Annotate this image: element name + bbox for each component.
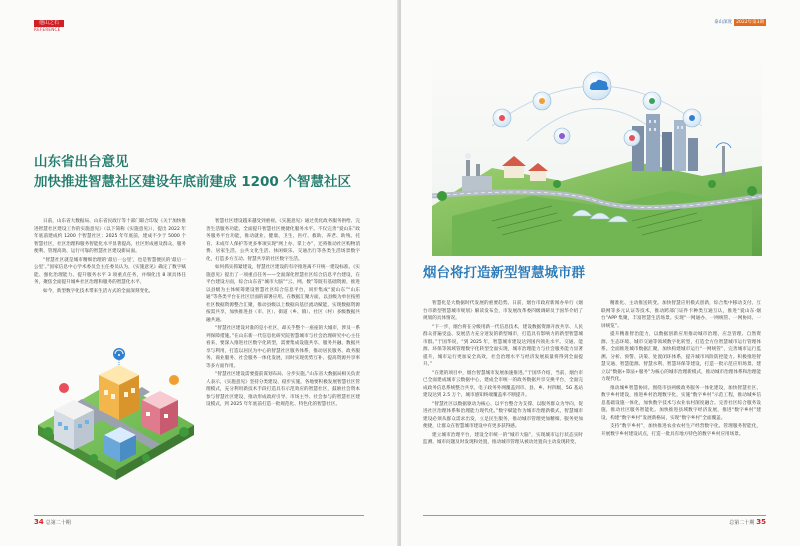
right-column-1 (423, 300, 583, 508)
left-headline (34, 152, 384, 193)
paragraph: 如今，新型数字化技术带来生活方式的全面深刻变化。 (43, 288, 154, 294)
page-number: 34 (34, 518, 44, 526)
paragraph: “智慧社区建设对准的是小社区，却关乎整个一座座的大城市，涉及一系列保障措施。”在山东新一代信息化研究院智慧城市与社会治理研究中心主任看来，要深入推进社区数字化转型，需要集成设施共享、服务共融、数据共享与利用，打造以居民为中心的智慧社区服务体系，推动居民服务、政务服务、商业服务、社会服务一体化发展，同时实现优势互补、提高资源共享率等多方面作用。 (206, 326, 360, 369)
footer-rule (34, 515, 364, 516)
paragraph: 日前，山东省大数据局、山东省民政厅等十部门联合印发《关于加快推进智慧社区建设工作的实施意见》（以下简称《实施意见》），提出 2022 年年底前建成约 1200 个智慧社区；2025 年年底前，建成不少于 5000 个智慧社区，社区治理和服务智能化水平显著提高，社区形成惠及群众、服务便利、管理高效、运行可靠的智慧社区建设新局面。 (34, 219, 186, 254)
paragraph: “下一步，烟台将在分级用新一代信息技术，建设数据资源开放共享、人民群众普遍受益、发展活力充分迸发的新型城市，打造具有影响力的新型智慧城市群。”于国华说，“到 2025 年，智慧城市建设达到国内领先水平。交通、能源、环保等领域管理数字化转型全面实现，城市治理能力与社会服务能力显著提升，城市运行更加安全高效，社会治理水平与经济发展质量将得到全面提升。” (423, 324, 583, 367)
paragraph: 精准化、主动推送转变。加快智慧应用模式创新，综合集中移动支付、互联网等多元认证等技术，推动跨部门证件卡种类互通互认，推进“爱山东·烟台”APP 集聚，丰富智慧生活场景。实现“一网通办、一网统管、一网协同、一屏统览”。 (601, 301, 761, 329)
paragraph: “智慧社区建设需要提前谋划布局、分步实施。”山东省大数据局相关负责人表示，《实施意见》坚持分类建设、稳步实施，各地要积极发展智慧社区管理模式，充分利用新技术手段打造具有示范效应的智慧社区，鼓励社会资本参与智慧社区建设，推动形成政府引导、市场主导、社会参与的智慧社区建设模式，到 2025 年年底前打造一批规范化、特色化的智慧社区。 (206, 372, 360, 407)
paragraph: “智慧社区以数据驱动为核心、以平台整合为支撑、以服务群众为导向，促进社区治理体系和治理能力现代化。”数字赋能作为城市治理新模式，智慧城市建设必须从群众需求出发，立足民生服务，推动城市管理更加精细、服务更加便捷，让群众在智慧城市建设中有更多获得感。 (423, 401, 583, 429)
headline-line-2: 加快推进智慧社区建设年底前建成 1200 个智慧社区 (34, 174, 351, 190)
paragraph: “在建的项目中，烟台智慧城市发展加速推进。”于国华介绍，当前，烟台市已全面建成城市云数据中心，建成全市统一的政务数据共享交换平台，全面完成政务信息系统整合共享，电子政务外网覆盖到市、县、乡、村四级，5G 基站建设达到 2.5 万个，城市感知终端覆盖率不断提升。 (423, 370, 583, 398)
issue-text: 总第二十期 (45, 520, 71, 526)
left-column-2 (206, 218, 360, 508)
paragraph: 支持“数字乡村”，加快推进农业农村生产经营数字化、管理服务智能化，开展数字乡村建设试点，打造一批具有地方特色的数字乡村应用场景。 (601, 424, 761, 437)
issue-text: 总第二十期 (729, 520, 755, 526)
section-tag-issue: 2022年第3期 (736, 19, 764, 25)
right-headline-text: 烟台将打造新型智慧城市群 (423, 265, 585, 281)
section-tag-cn: 他山之石 (34, 20, 64, 27)
paragraph: 推动城乡智慧协同。围绕市县两级政务服务一体化建设，加快智慧社区、数字乡村建设，推进乡村治理数字化，实施“数字乡村”示范工程，推动城乡信息基础设施一体化，加快数字技术与农业农村深度融合。完善社区综合服务设施，推动社区服务智能化。加快推进县域数字经济发展，推进“数字乡村”建设，构建“数字乡村”发展新格局，实现“数字乡村”全面覆盖。 (601, 385, 761, 421)
section-tag-right (714, 18, 766, 26)
section-tag (34, 20, 64, 34)
section-tag-en: REFERENCE (34, 27, 61, 32)
right-page (401, 0, 800, 546)
footer-rule (423, 515, 766, 516)
paragraph: 建立城市治理平台，建设全市统一的“城市大脑”，实现城市运行状态实时监测、城市问题及时发现和处置，推动城市管理从被动处置向主动发现转变。 (423, 432, 583, 445)
headline-line-1: 山东省出台意见 (34, 154, 129, 170)
smart-city-landscape-icon (432, 56, 762, 256)
section-tag-title: 泰山深度 (714, 20, 733, 25)
paragraph: 如何抓实抓紧建设，智慧社区建设的有序推进离不开统一建设标准。《实施意见》提出了一项重点任务——全面深化智慧社区综合信息平台建设，在平台建设方面，综合山东省“城市大脑”“云、网、数”等既有基础资源，推进以县级为主体统筹建设智慧社区综合信息平台，同步集成“爱山东”“山东通”等各类平台在社区层面的部署应用。在数据汇聚方面，以县级为单位按照社区数据资源整合汇聚，推动县级以上数据向基层流动赋能，实现数据资源按需共享，加快推进县（市、区）、街道（乡、镇）、社区（村）多级数据共融共通。 (206, 265, 360, 323)
page-number: 35 (756, 518, 766, 526)
left-column-1 (34, 218, 186, 322)
left-page (0, 0, 399, 546)
paragraph: 智慧社区建设越来越受到重视。《实施意见》通过优化政务服务供给、完善生活服务功能、全面提升智慧社区便捷化服务水平。不仅完善“爱山东”政务服务平台功能，推动就业、健康、卫生、医疗、救助、养老、助残、托育、未成年人保护等更多事项实现“网上办、掌上办”，还将推动社区购物消费、居家生活、公共文化生活、休闲娱乐、交通出行等各类生活场景数字化，打造多方互动、智慧共享的社区数字生活。 (206, 219, 360, 262)
paragraph: 智慧化是大数据时代发展的重要趋势。日前，烟台市政府新闻办举行《烟台市新型智慧城市规划》解读发布会，市发展改革委四级调研员于国华介绍了规划的具体情况。 (423, 301, 583, 321)
right-headline (423, 262, 763, 284)
right-column-2 (601, 300, 761, 508)
folio-right (729, 518, 766, 526)
smart-community-isometric-icon (34, 340, 199, 505)
folio-left (34, 518, 71, 526)
paragraph: 提升精准智治能力，以数据创新应用推动城市治理、应急管理、自然资源、生态环境、城市交通等领域数字化转型，打造全方位智慧城市运行管理体系。全面推进城市数据汇聚，加快构建城市运行“一网统管”，完善城市运行监测、分析、预警、决策、处置闭环体系，提升城市风险防控能力。积极推进智慧交通、智慧能源、智慧水利、智慧环保等建设，打造一批示范应用场景。建立以“数据+算法+服务”为核心的城市治理新模式，推动城市治理体系和治理能力现代化。 (601, 332, 761, 382)
paragraph: “智慧社区就是城市精细治理的‘最后一公里’，也是智慧便民的‘最后一公里’。”国家信息中心学术委员会主任委员认为，《实施意见》确定了数字赋能、强化治理能力、提升服务水平 3 项重点任务，并细化出 8 项具体任务，聚焦全面提升城乡社区治理和服务的智慧化水平。 (34, 257, 186, 285)
